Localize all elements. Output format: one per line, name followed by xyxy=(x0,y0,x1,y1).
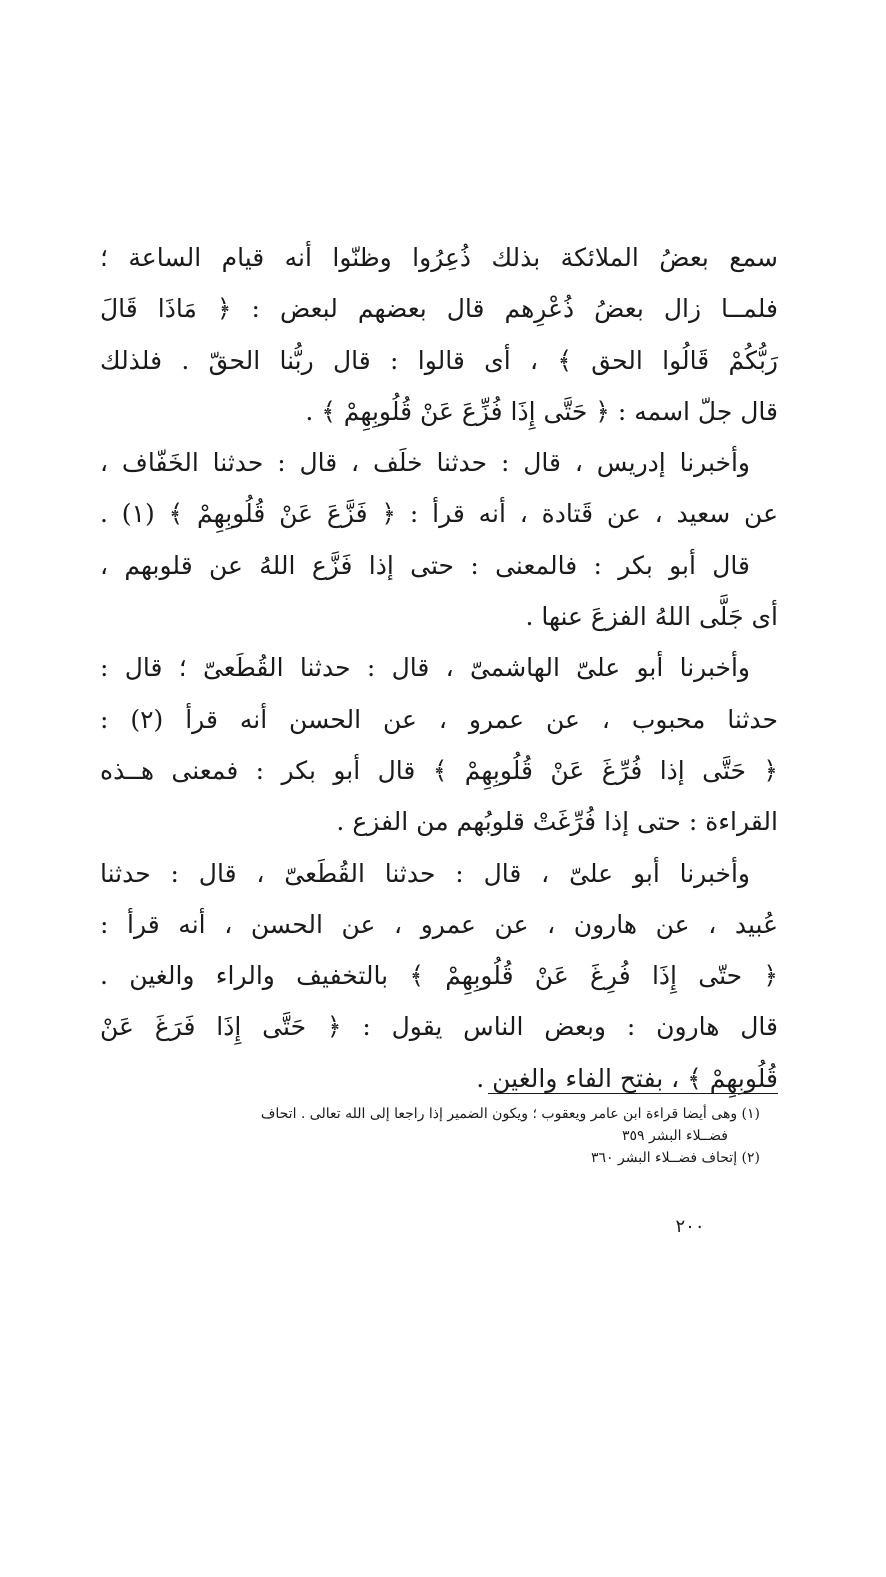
text-line: عُبيد ، عن هارون ، عن عمرو ، عن الحسن ، أنه قرأ : xyxy=(100,909,778,939)
text-line: قال هارون : وبعض الناس يقول : ﴿ حَتَّى إِذَا فَرَغَ عَنْ xyxy=(100,1012,778,1042)
text-line: وأخبرنا إدريس ، قال : حدثنا خلَف ، قال : حدثنا الخَفّاف ، xyxy=(100,448,750,478)
footnote-divider xyxy=(488,1093,778,1094)
footnote-line: (١) وهى أيضا قراءة ابن عامر ويعقوب ؛ ويكون الضمير إذا راجعا إلى الله تعالى . اتحاف xyxy=(260,1106,760,1122)
text-line: وأخبرنا أبو علىّ الهاشمىّ ، قال : حدثنا القُطَعىّ ؛ قال : xyxy=(100,653,750,683)
text-line: أى جَلَّى اللهُ الفزعَ عنها . xyxy=(525,602,778,632)
text-line: عن سعيد ، عن قَتادة ، أنه قرأ : ﴿ فَزَّعَ عَنْ قُلُوبِهِمْ ﴾ (١) . xyxy=(100,499,778,529)
footnotes xyxy=(100,1103,760,1169)
footnote-line: فضــلاء البشر ٣٥٩ xyxy=(621,1128,728,1144)
page-number: ٢٠٠ xyxy=(675,1216,705,1237)
text-line: حدثنا محبوب ، عن عمرو ، عن الحسن أنه قرأ (٢) : xyxy=(100,704,779,734)
text-line: ﴿ حتّى إِذَا فُرِغَ عَنْ قُلُوبِهِمْ ﴾ بالتخفيف والراء والغين . xyxy=(100,961,778,991)
footnote-line: (٢) إتحاف فضــلاء البشر ٣٦٠ xyxy=(591,1150,760,1166)
text-line: فلمــا زال بعضُ ذُعْرِهم قال بعضهم لبعض : ﴿ مَاذَا قَالَ xyxy=(100,294,778,324)
text-line: ﴿ حَتَّى إذا فُرِّغَ عَنْ قُلُوبِهِمْ ﴾ قال أبو بكر : فمعنى هــذه xyxy=(100,755,778,785)
text-line: قال أبو بكر : فالمعنى : حتى إذا فَزَّع اللهُ عن قلوبهم ، xyxy=(100,550,750,580)
text-line: قال جلّ اسمه : ﴿ حَتَّى إِذَا فُزِّعَ عَنْ قُلُوبِهِمْ ﴾ . xyxy=(305,396,778,426)
text-line: وأخبرنا أبو علىّ ، قال : حدثنا القُطَعىّ ، قال : حدثنا xyxy=(100,858,750,888)
text-line: قُلُوبِهِمْ ﴾ ، بفتح الفاء والغين . xyxy=(476,1063,778,1093)
text-line: القراءة : حتى إذا فُرِّغَتْ قلوبُهم من الفزع . xyxy=(336,807,778,837)
main-text xyxy=(100,232,778,1104)
text-line: سمع بعضُ الملائكة بذلك ذُعِرُوا وظنّوا أنه قيام الساعة ؛ xyxy=(100,243,778,272)
text-line: رَبُّكُمْ قَالُوا الحق ﴾ ، أى قالوا : قال ربُّنا الحقّ . فلذلك xyxy=(100,345,778,375)
